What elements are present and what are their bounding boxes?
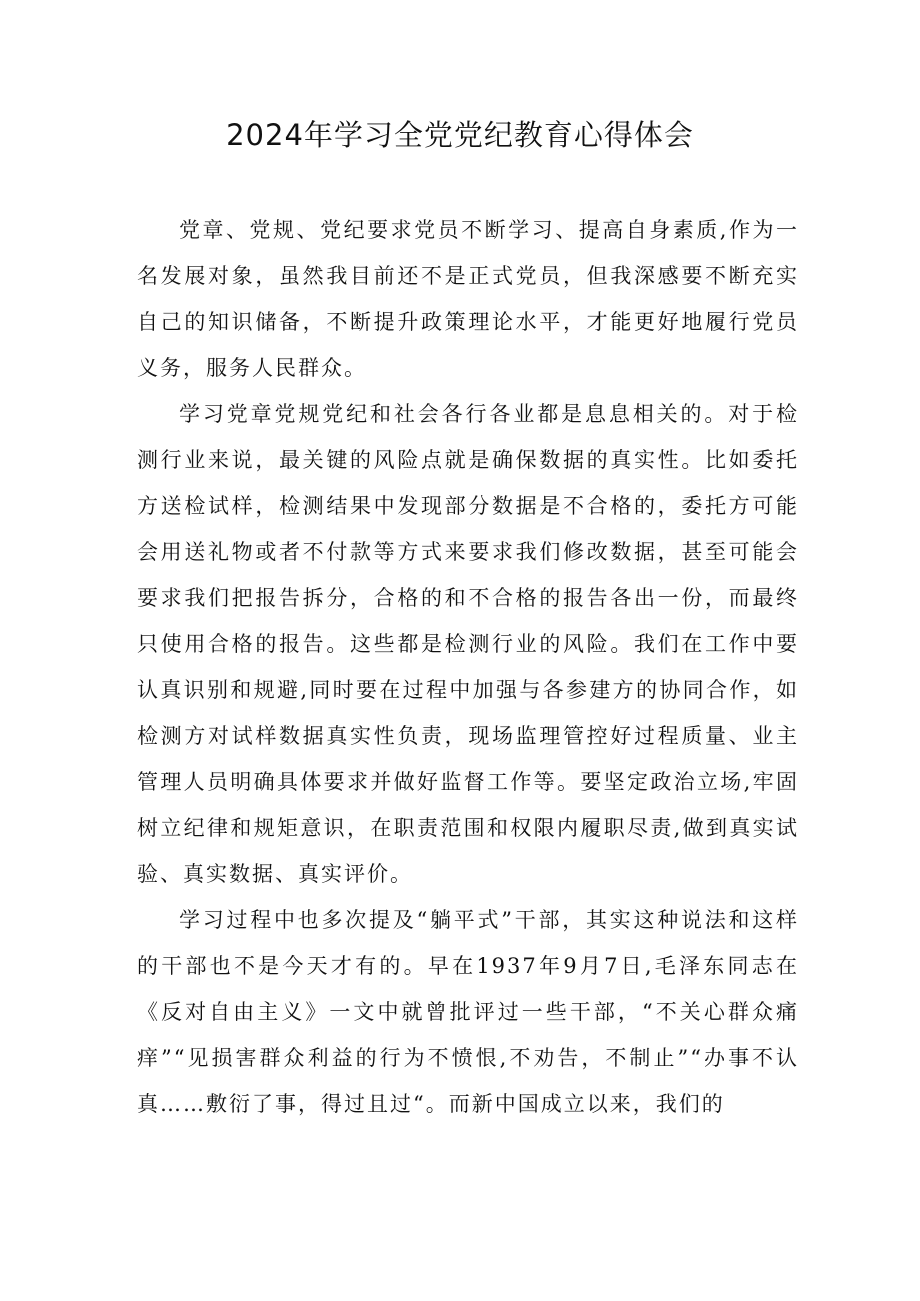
document-title: 2024年学习全党党纪教育心得体会 — [226, 118, 694, 152]
paragraph-1: 党章、党规、党纪要求党员不断学习、提高自身素质,作为一名发展对象，虽然我目前还不是正式党员，但我深感要不断充实自己的知识储备，不断提升政策理论水平，才能更好地履行党员义务，服务人民群众。 — [137, 218, 799, 380]
document-body — [137, 207, 799, 1127]
paragraph-2: 学习党章党规党纪和社会各行各业都是息息相关的。对于检测行业来说，最关键的风险点就是确保数据的真实性。比如委托方送检试样，检测结果中发现部分数据是不合格的，委托方可能会用送礼物或者不付款等方式来要求我们修改数据，甚至可能会要求我们把报告拆分，合格的和不合格的报告各出一份，而最终只使用合格的报告。这些都是检测行业的风险。我们在工作中要认真识别和规避,同时要在过程中加强与各参建方的协同合作，如检测方对试样数据真实性负责，现场监理管控好过程质量、业主管理人员明确具体要求并做好监督工作等。要坚定政治立场,牢固树立纪律和规矩意识，在职责范围和权限内履职尽责,做到真实试验、真实数据、真实评价。 — [137, 402, 799, 886]
paragraph-3: 学习过程中也多次提及“躺平式”干部，其实这种说法和这样的干部也不是今天才有的。早在1937年9月7日,毛泽东同志在《反对自由主义》一文中就曾批评过一些干部，“不关心群众痛痒”“见损害群众利益的行为不愤恨,不劝告，不制止”“办事不认真……敷衍了事，得过且过“。而新中国成立以来，我们的 — [137, 908, 799, 1116]
